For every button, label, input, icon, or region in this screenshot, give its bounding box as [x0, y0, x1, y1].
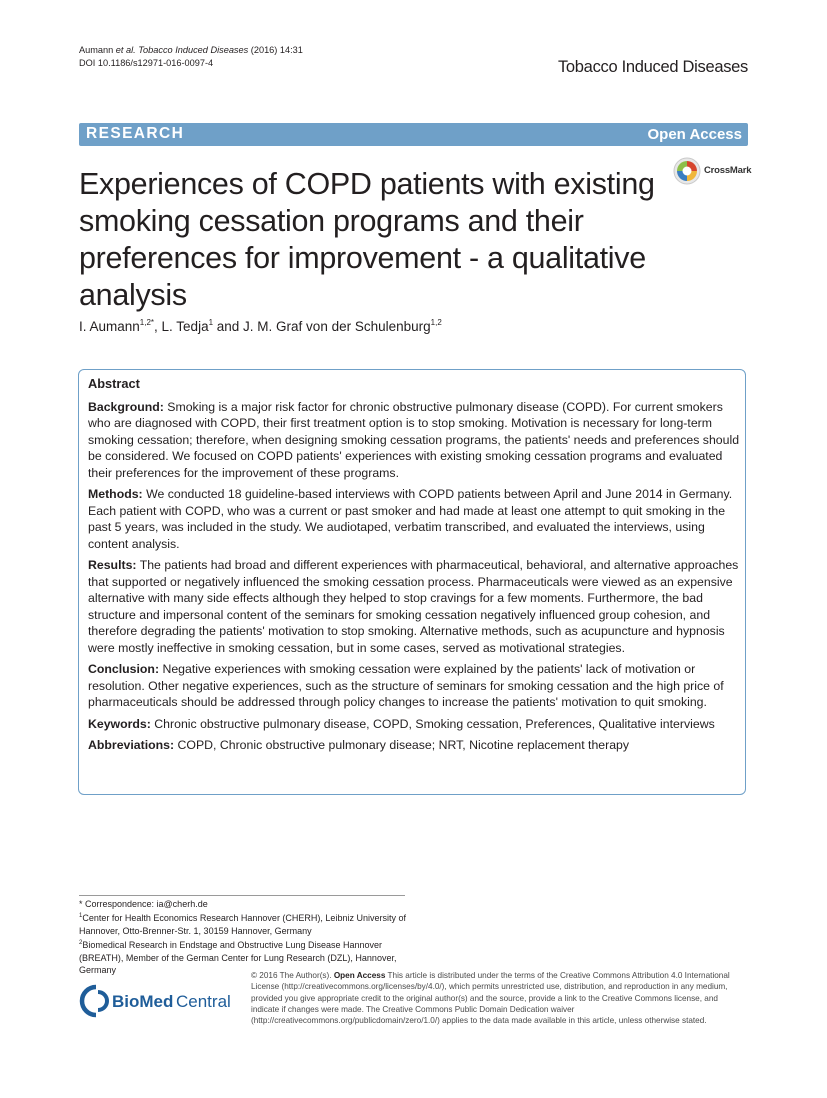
citation-year-volume: (2016) 14:31	[248, 45, 303, 55]
abbreviations-text: COPD, Chronic obstructive pulmonary disease; NRT, Nicotine replacement therapy	[174, 738, 630, 752]
open-access-label: Open Access	[647, 126, 742, 143]
affiliation-text: Biomedical Research in Endstage and Obstructive Lung Disease Hannover (BREATH), Member of the German Center for Lung Research (DZL), Hannover, Germany	[79, 940, 397, 976]
affiliation-marker: 1	[79, 913, 83, 920]
license-prefix: © 2016 The Author(s).	[251, 971, 334, 980]
author-list	[79, 318, 442, 334]
crossmark-icon	[672, 156, 702, 186]
biomed-central-logo[interactable]	[79, 984, 244, 1018]
license-open-access: Open Access	[333, 971, 386, 980]
author-affiliation-marker: 1,2	[430, 318, 442, 327]
citation-block	[79, 44, 303, 70]
keywords-text: Chronic obstructive pulmonary disease, COPD, Smoking cessation, Preferences, Qualitative interviews	[150, 716, 715, 731]
research-label: RESEARCH	[86, 125, 185, 142]
author-name[interactable]: I. Aumann	[79, 319, 140, 334]
background-text: Smoking is a major risk factor for chronic obstructive pulmonary disease (COPD). For current smokers who are diagnosed with COPD, their first treatment option is to stop smoking. Motivation is necessary for long-term smoking cessation; therefore, when designing smoking cessation programs, the patients' needs and preferences should be considered. We focused on COPD patients' experiences with existing smoking cessation programs and evaluated their preferences for the improvement of these programs.	[88, 399, 740, 480]
affiliation-1	[79, 910, 409, 937]
results-label: Results:	[88, 558, 137, 572]
keywords-label: Keywords:	[88, 716, 151, 731]
abstract-methods	[88, 486, 740, 552]
abstract-results	[88, 557, 740, 656]
citation-authors: Aumann	[79, 45, 116, 55]
footnote-divider	[79, 895, 405, 896]
conclusion-label: Conclusion:	[88, 662, 160, 676]
abstract-background	[88, 399, 740, 482]
article-type-banner	[79, 123, 748, 146]
journal-name: Tobacco Induced Diseases	[557, 58, 748, 76]
abstract-conclusion	[88, 661, 740, 711]
methods-text: We conducted 18 guideline-based interviews with COPD patients between April and June 2014 in Germany. Each patient with COPD, who was a current or past smoker and had made at least one attempt to quit smoking in the past 5 years, was included in the study. We audiotaped, verbatim transcribed, and evaluated the interviews, using content analysis.	[88, 487, 733, 551]
author-affiliation-marker: 1,2*	[139, 318, 155, 327]
crossmark-badge[interactable]	[672, 156, 752, 186]
author-name[interactable]: , L. Tedja	[154, 319, 209, 334]
svg-text:Central: Central	[176, 992, 231, 1011]
background-label: Background:	[88, 399, 164, 414]
abstract-abbreviations	[88, 737, 740, 754]
doi-line[interactable]: DOI 10.1186/s12971-016-0097-4	[79, 58, 214, 68]
svg-text:BioMed: BioMed	[112, 992, 174, 1011]
citation-journal: et al. Tobacco Induced Diseases	[115, 45, 249, 55]
results-text: The patients had broad and different experiences with pharmaceutical, behavioral, and alternative approaches that supported or negatively influenced the smoking cessation process. Pharmaceuticals were viewed as an expensive alternative with many side effects although they helped to stop cravings for a few moments. Furthermore, the bad structure and impersonal content of the seminars for smoking cessation negatively influenced group cohesion, and therefore degrading the patients' motivation to stop smoking. Alternative methods, such as acupuncture and hypnosis were mostly ineffective in smoking cessation, but in some cases, served as motivational strategies.	[88, 558, 739, 655]
author-name[interactable]: and J. M. Graf von der Schulenburg	[213, 319, 431, 334]
correspondence-note[interactable]: * Correspondence: ia@cherh.de	[79, 899, 208, 909]
abbreviations-label: Abbreviations:	[88, 738, 175, 752]
article-title: Experiences of COPD patients with existing smoking cessation programs and their preferences for improvement - a qualitative analysis	[79, 167, 655, 312]
license-text: This article is distributed under the terms of the Creative Commons Attribution 4.0 International License (http://creativecommons.org/licenses/by/4.0/), which permits unrestricted use, distribution, and reproduction in any medium, provided you give appropriate credit to the original author(s) and the source, provide a link to the Creative Commons license, and indicate if changes were made. The Creative Commons Public Domain Dedication waiver (http://creativecommons.org/publicdomain/zero/1.0/) applies to the data made available in this article, unless otherwise stated.	[251, 971, 730, 1026]
crossmark-label: CrossMark	[704, 165, 752, 176]
abstract-keywords	[88, 716, 740, 733]
abstract-content	[88, 376, 740, 759]
citation-line-1	[79, 44, 303, 57]
affiliation-marker: 2	[79, 940, 83, 947]
abstract-heading: Abstract	[88, 376, 140, 391]
methods-label: Methods:	[88, 487, 143, 501]
footnotes	[79, 898, 409, 976]
conclusion-text: Negative experiences with smoking cessation were explained by the patients' lack of motivation or resolution. Other negative experiences, such as the structure of seminars for smoking cessation and the high price of pharmaceuticals should be addressed through policy changes to increase the patients' motivation to quit smoking.	[88, 662, 724, 709]
license-statement	[251, 970, 748, 1026]
affiliation-text: Center for Health Economics Research Hannover (CHERH), Leibniz University of Hannover, Otto-Brenner-Str. 1, 30159 Hannover, Germany	[79, 913, 406, 936]
author-affiliation-marker: 1	[208, 318, 214, 327]
